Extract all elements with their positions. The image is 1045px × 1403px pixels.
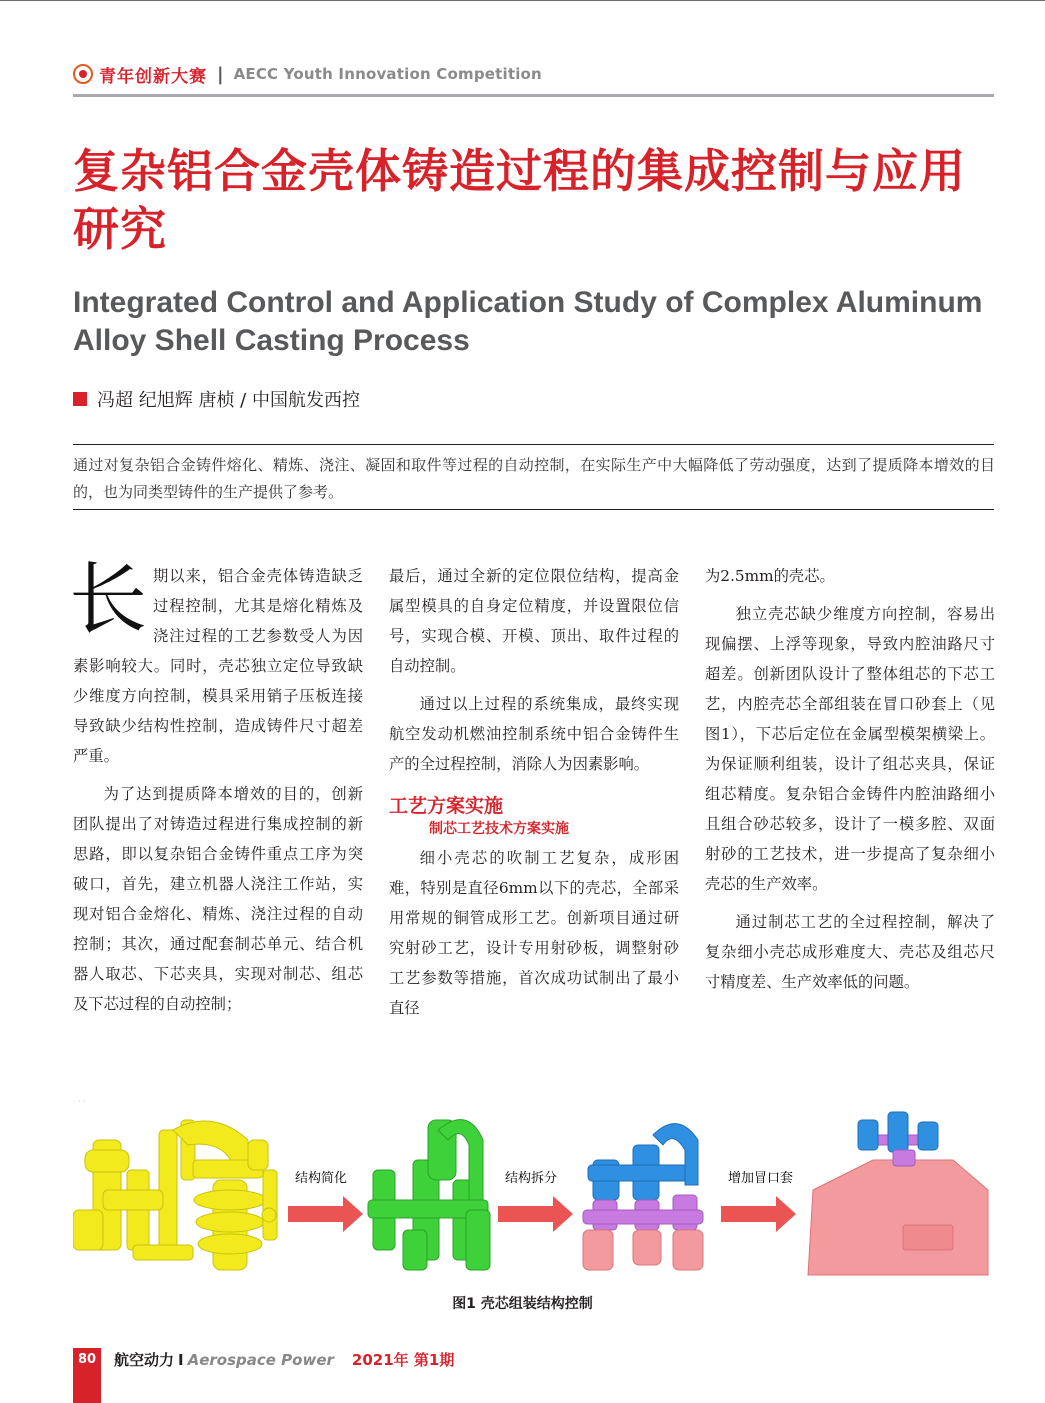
split-core-model xyxy=(583,1124,703,1270)
paragraph: 为了达到提质降本增效的目的，创新团队提出了对铸造过程进行集成控制的新思路，即以复杂铝合金铸件重点工序为突破口，首先，建立机器人浇注工作站，实现对铝合金熔化、精炼、浇注过程的自动控制；其次，通过配套制芯单元、结合机器人取芯、下芯夹具，实现对制芯、组芯及下芯过程的自动控制； xyxy=(73,785,363,1013)
paragraph: 独立壳芯缺少维度方向控制，容易出现偏摆、上浮等现象，导致内腔油路尺寸超差。创新团队设计了整体组芯的下芯工艺，内腔壳芯全部组装在冒口砂套上（见图1），下芯后定位在金属型模架横梁上。为保证顺利组装，设计了组芯夹具，保证组芯精度。复杂铝合金铸件内腔油路细小且组合砂芯较多，设计了一模多腔、双面射砂的工艺技术，进一步提高了复杂细小壳芯的生产效率。 xyxy=(705,605,995,893)
competition-logo-icon xyxy=(73,64,93,84)
paragraph: 细小壳芯的吹制工艺复杂，成形困难，特别是直径6mm以下的壳芯，全部采用常规的铜管成形工艺。创新项目通过研究射砂工艺，设计专用射砂板，调整射砂工艺参数等措施，首次成功试制出了最小直径 xyxy=(389,849,679,1017)
paragraph-text: 期以来，铝合金壳体铸造缺乏过程控制，尤其是熔化精炼及浇注过程的工艺参数受人为因素影响较大。同时，壳芯独立定位导致缺少维度方向控制，模具采用销子压板连接导致缺少结构性控制，造成铸件尺寸超差严重。 xyxy=(73,567,363,765)
figure-1 xyxy=(73,1110,995,1290)
body-column-3 xyxy=(705,561,995,997)
figure-marker: · · · xyxy=(73,1097,86,1106)
header-separator: | xyxy=(217,63,224,85)
arrow-icon xyxy=(288,1196,363,1232)
step-label-split: 结构拆分 xyxy=(505,1171,558,1186)
title-chinese: 复杂铝合金壳体铸造过程的集成控制与应用研究 xyxy=(73,144,966,256)
arrow-icon xyxy=(721,1196,796,1232)
running-header xyxy=(73,60,542,88)
step-label-simplify: 结构简化 xyxy=(295,1171,348,1186)
authors-line xyxy=(73,386,360,412)
green-core-model xyxy=(368,1120,490,1270)
abstract-top-rule xyxy=(73,444,994,445)
step-label-add-riser: 增加冒口套 xyxy=(728,1171,794,1186)
journal-name-en: Aerospace Power xyxy=(187,1350,334,1369)
drop-cap: 长 xyxy=(69,555,148,645)
paragraph: 为2.5mm的壳芯。 xyxy=(705,567,835,585)
authors: 冯超 纪旭辉 唐桢 / 中国航发西控 xyxy=(97,390,360,411)
body-column-2 xyxy=(389,561,679,1023)
header-cn: 青年创新大赛 xyxy=(99,66,207,87)
header-en: AECC Youth Innovation Competition xyxy=(233,65,542,83)
journal-issue: 2021年 第1期 xyxy=(351,1351,455,1369)
top-rule xyxy=(0,0,1045,1)
title-english: Integrated Control and Application Study of Complex Aluminum Alloy Shell Casting Process xyxy=(73,286,983,357)
header-rule xyxy=(73,94,994,97)
figure-svg xyxy=(73,1110,995,1290)
paragraph: 通过以上过程的系统集成，最终实现航空发动机燃油控制系统中铝合金铸件生产的全过程控制，消除人为因素影响。 xyxy=(389,695,679,773)
paragraph: 最后，通过全新的定位限位结构，提高金属型模具的自身定位精度，并设置限位信号，实现合模、开模、顶出、取件过程的自动控制。 xyxy=(389,567,679,675)
paragraph: 通过制芯工艺的全过程控制，解决了复杂细小壳芯成形难度大、壳芯及组芯尺寸精度差、生产效率低的问题。 xyxy=(705,913,995,991)
abstract: 通过对复杂铝合金铸件熔化、精炼、浇注、凝固和取件等过程的自动控制，在实际生产中大幅降低了劳动强度，达到了提质降本增效的目的，也为同类型铸件的生产提供了参考。 xyxy=(73,456,995,501)
yellow-core-model xyxy=(73,1120,277,1270)
journal-name: 航空动力 xyxy=(114,1351,175,1369)
body-column-1 xyxy=(69,555,363,1019)
abstract-bottom-rule xyxy=(73,509,994,510)
riser-assembly-model xyxy=(808,1112,988,1275)
running-footer xyxy=(114,1349,454,1370)
figure-caption: 图1 壳芯组装结构控制 xyxy=(452,1296,593,1312)
arrow-icon xyxy=(498,1196,573,1232)
author-marker-icon xyxy=(73,392,87,406)
journal-separator: I xyxy=(178,1350,184,1369)
section-heading: 工艺方案实施 xyxy=(389,795,504,817)
paragraph xyxy=(69,555,363,771)
section-subheading: 制芯工艺技术方案实施 xyxy=(429,821,569,837)
page-number: 80 xyxy=(77,1352,97,1367)
